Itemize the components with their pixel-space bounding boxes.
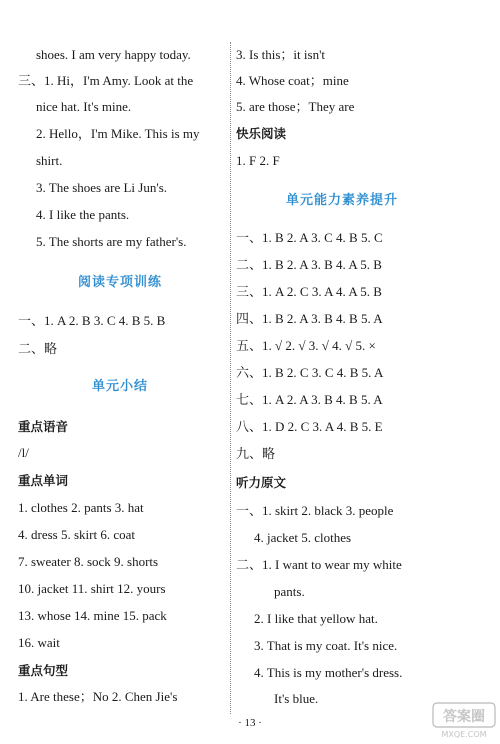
text-line: 5. are those；They are — [236, 99, 355, 114]
column-divider — [230, 42, 231, 714]
text-line: 4. Whose coat；mine — [236, 73, 349, 88]
text-line: shoes. I am very happy today. — [36, 47, 191, 62]
svg-text:MXQE.COM: MXQE.COM — [441, 730, 487, 739]
text-line: nice hat. It's mine. — [36, 99, 132, 114]
answer-line: 六、1. B 2. C 3. C 4. B 5. A — [236, 365, 384, 380]
answer-line: 1. F 2. F — [236, 153, 280, 168]
listening-line: 4. jacket 5. clothes — [254, 530, 352, 545]
listening-line: 一、1. skirt 2. black 3. people — [236, 503, 394, 518]
key-words-line: 10. jacket 11. shirt 12. yours — [18, 581, 166, 596]
answer-line: 一、1. A 2. B 3. C 4. B 5. B — [18, 313, 166, 328]
key-phonics-heading: 重点语音 — [18, 419, 69, 434]
key-sentences-heading: 重点句型 — [18, 663, 69, 678]
listening-line: It's blue. — [274, 691, 319, 706]
answer-line: 七、1. A 2. A 3. B 4. B 5. A — [236, 392, 383, 407]
key-sentences-line: 1. Are these；No 2. Chen Jie's — [18, 689, 178, 704]
watermark-logo-graphic — [432, 702, 496, 740]
svg-text:答案圈: 答案圈 — [443, 709, 485, 725]
text-line: 4. I like the pants. — [36, 207, 130, 222]
key-words-line: 16. wait — [18, 635, 60, 650]
text-line: 2. Hello，I'm Mike. This is my — [36, 126, 200, 141]
answer-line: 二、略 — [18, 341, 58, 356]
text-line: 3. Is this；it isn't — [236, 47, 326, 62]
answer-line: 三、1. A 2. C 3. A 4. A 5. B — [236, 284, 382, 299]
answer-line: 一、1. B 2. A 3. C 4. B 5. C — [236, 230, 383, 245]
answer-line: 九、略 — [236, 446, 276, 461]
key-words-line: 1. clothes 2. pants 3. hat — [18, 500, 144, 515]
answer-line: 五、1. √ 2. √ 3. √ 4. √ 5. × — [236, 338, 376, 353]
text-line: shirt. — [36, 153, 63, 168]
listening-line: pants. — [274, 584, 305, 599]
happy-reading-heading: 快乐阅读 — [236, 126, 287, 141]
page-number: · 13 · — [238, 717, 262, 729]
key-words-line: 13. whose 14. mine 15. pack — [18, 608, 167, 623]
text-line: 5. The shorts are my father's. — [36, 234, 187, 249]
listening-line: 二、1. I want to wear my white — [236, 557, 402, 572]
key-words-line: 7. sweater 8. sock 9. shorts — [18, 554, 159, 569]
section-title-unit-ability: 单元能力素养提升 — [286, 193, 399, 208]
text-line: 三、1. Hi，I'm Amy. Look at the — [18, 73, 194, 88]
watermark-logo — [432, 702, 496, 740]
listening-heading: 听力原文 — [236, 475, 287, 490]
key-words-heading: 重点单词 — [18, 473, 69, 488]
key-phonics-value: /l/ — [18, 445, 29, 460]
answer-line: 四、1. B 2. A 3. B 4. B 5. A — [236, 311, 383, 326]
section-title-reading: 阅读专项训练 — [78, 275, 163, 290]
key-words-line: 4. dress 5. skirt 6. coat — [18, 527, 135, 542]
listening-line: 2. I like that yellow hat. — [254, 611, 378, 626]
text-line: 3. The shoes are Li Jun's. — [36, 180, 167, 195]
listening-line: 4. This is my mother's dress. — [254, 665, 403, 680]
section-title-summary: 单元小结 — [92, 379, 149, 394]
answer-line: 二、1. B 2. A 3. B 4. A 5. B — [236, 257, 382, 272]
listening-line: 3. That is my coat. It's nice. — [254, 638, 398, 653]
answer-line: 八、1. D 2. C 3. A 4. B 5. E — [236, 419, 383, 434]
